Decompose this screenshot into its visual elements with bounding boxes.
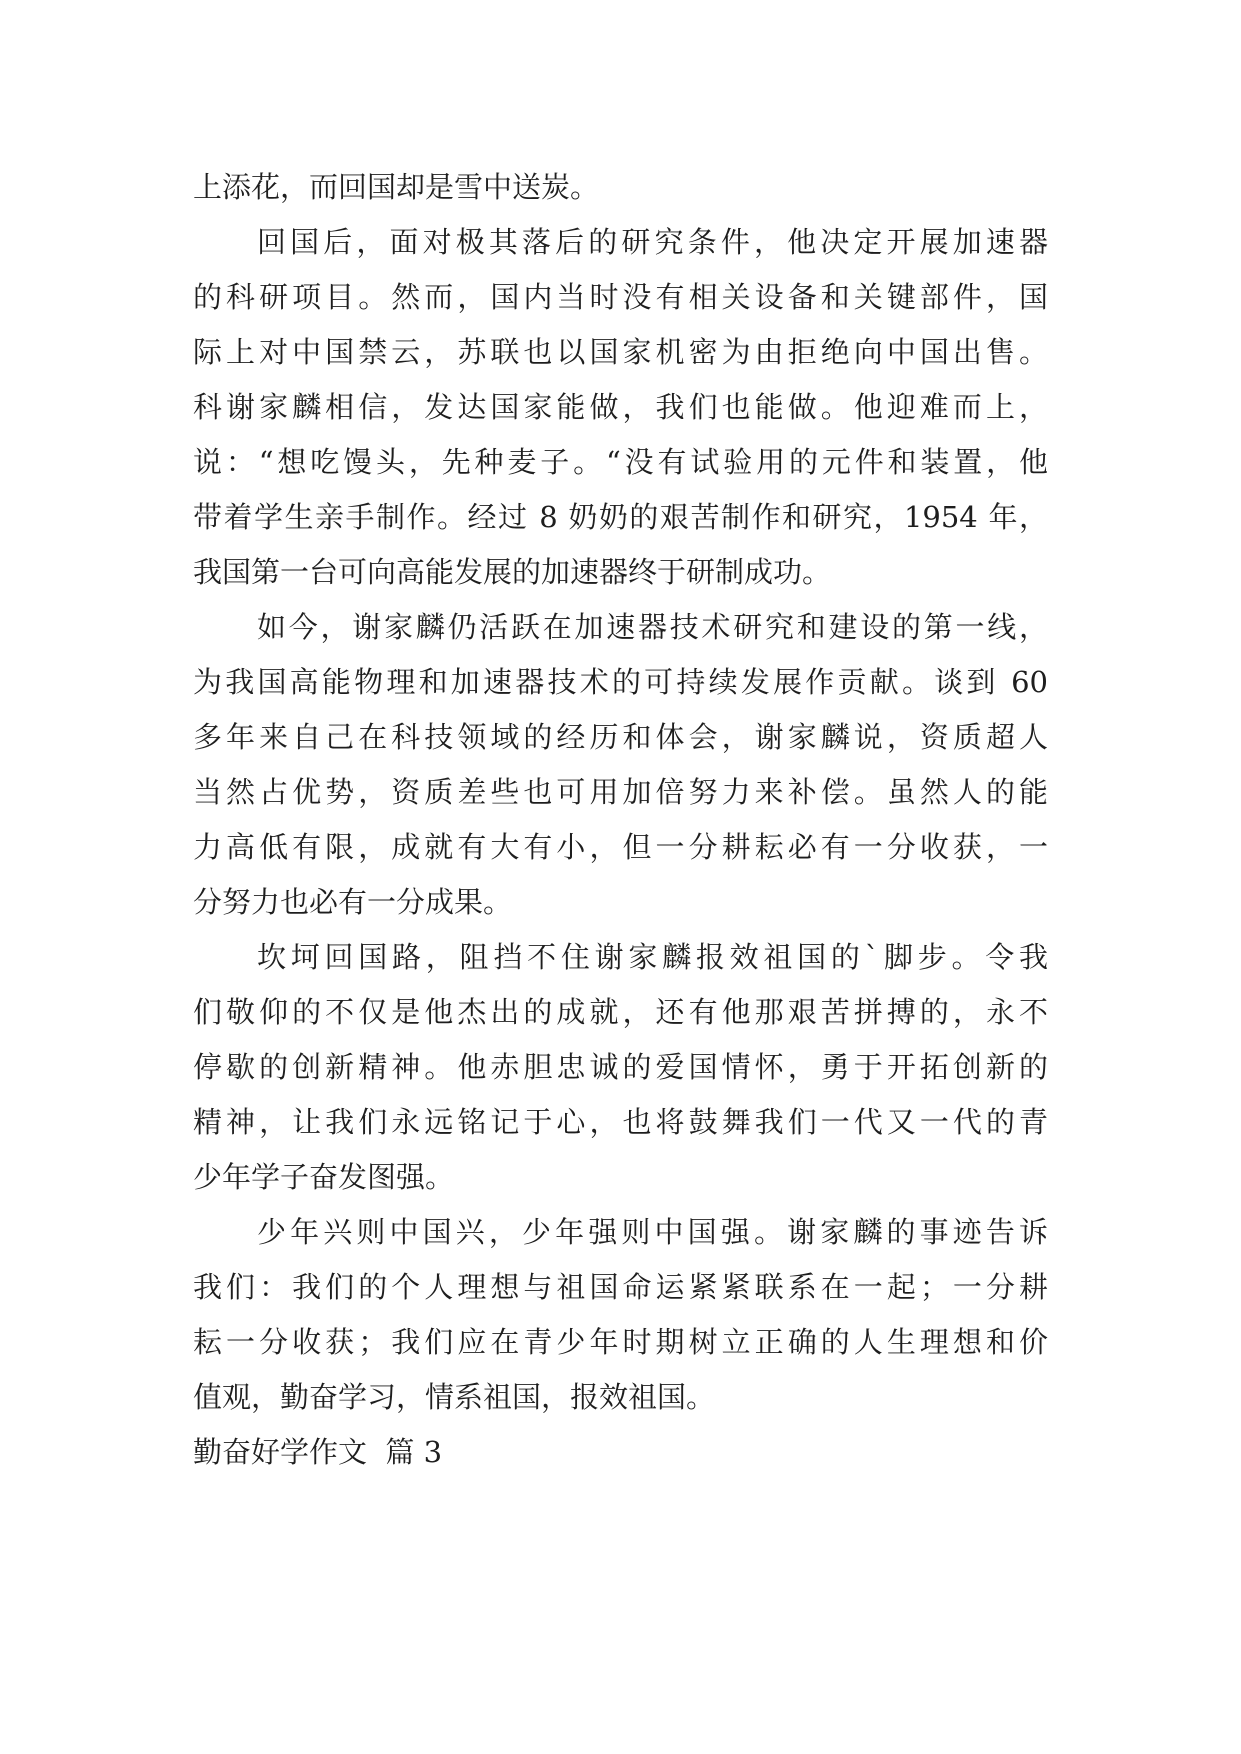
- text-line: 耘一分收获；我们应在青少年时期树立正确的人生理想和价: [193, 1325, 1048, 1359]
- text-line: 停歇的创新精神。他赤胆忠诚的爱国情怀，勇于开拓创新的: [193, 1050, 1048, 1084]
- text-line: 坎坷回国路，阻挡不住谢家麟报效祖国的`脚步。令我: [257, 940, 1048, 974]
- text-line: 力高低有限，成就有大有小，但一分耕耘必有一分收获，一: [193, 830, 1048, 864]
- text-line: 少年兴则中国兴，少年强则中国强。谢家麟的事迹告诉: [257, 1215, 1048, 1249]
- text-line: 如今，谢家麟仍活跃在加速器技术研究和建设的第一线，: [257, 610, 1048, 644]
- text-line: 的科研项目。然而，国内当时没有相关设备和关键部件，国: [193, 280, 1048, 314]
- text-line: 我们：我们的个人理想与祖国命运紧紧联系在一起；一分耕: [193, 1270, 1048, 1304]
- section-heading: 勤奋好学作文 篇 3: [193, 1435, 443, 1469]
- document-body: [193, 160, 1048, 1480]
- paragraph: [193, 160, 1048, 215]
- text-line: 际上对中国禁云，苏联也以国家机密为由拒绝向中国出售。: [193, 335, 1048, 369]
- paragraph: [193, 930, 1048, 1205]
- text-line: 回国后，面对极其落后的研究条件，他决定开展加速器: [257, 225, 1048, 259]
- text-line: 少年学子奋发图强。: [193, 1160, 455, 1194]
- paragraph: [193, 1205, 1048, 1425]
- text-line: 上添花，而回国却是雪中送炭。: [193, 170, 600, 204]
- text-line: 值观，勤奋学习，情系祖国，报效祖国。: [193, 1380, 716, 1414]
- paragraph: [193, 215, 1048, 600]
- text-line: 分努力也必有一分成果。: [193, 885, 513, 919]
- text-line: 精神，让我们永远铭记于心，也将鼓舞我们一代又一代的青: [193, 1105, 1048, 1139]
- text-line: 为我国高能物理和加速器技术的可持续发展作贡献。谈到 60: [193, 665, 1048, 699]
- paragraph: [193, 600, 1048, 930]
- text-line: 说：“想吃馒头，先种麦子。“没有试验用的元件和装置，他: [193, 445, 1048, 479]
- text-line: 我国第一台可向高能发展的加速器终于研制成功。: [193, 555, 832, 589]
- text-line: 当然占优势，资质差些也可用加倍努力来补偿。虽然人的能: [193, 775, 1048, 809]
- text-line: 带着学生亲手制作。经过 8 奶奶的艰苦制作和研究，1954 年，: [193, 500, 1048, 534]
- text-line: 们敬仰的不仅是他杰出的成就，还有他那艰苦拼搏的，永不: [193, 995, 1048, 1029]
- text-line: 科谢家麟相信，发达国家能做，我们也能做。他迎难而上，: [193, 390, 1048, 424]
- text-line: 多年来自己在科技领域的经历和体会，谢家麟说，资质超人: [193, 720, 1048, 754]
